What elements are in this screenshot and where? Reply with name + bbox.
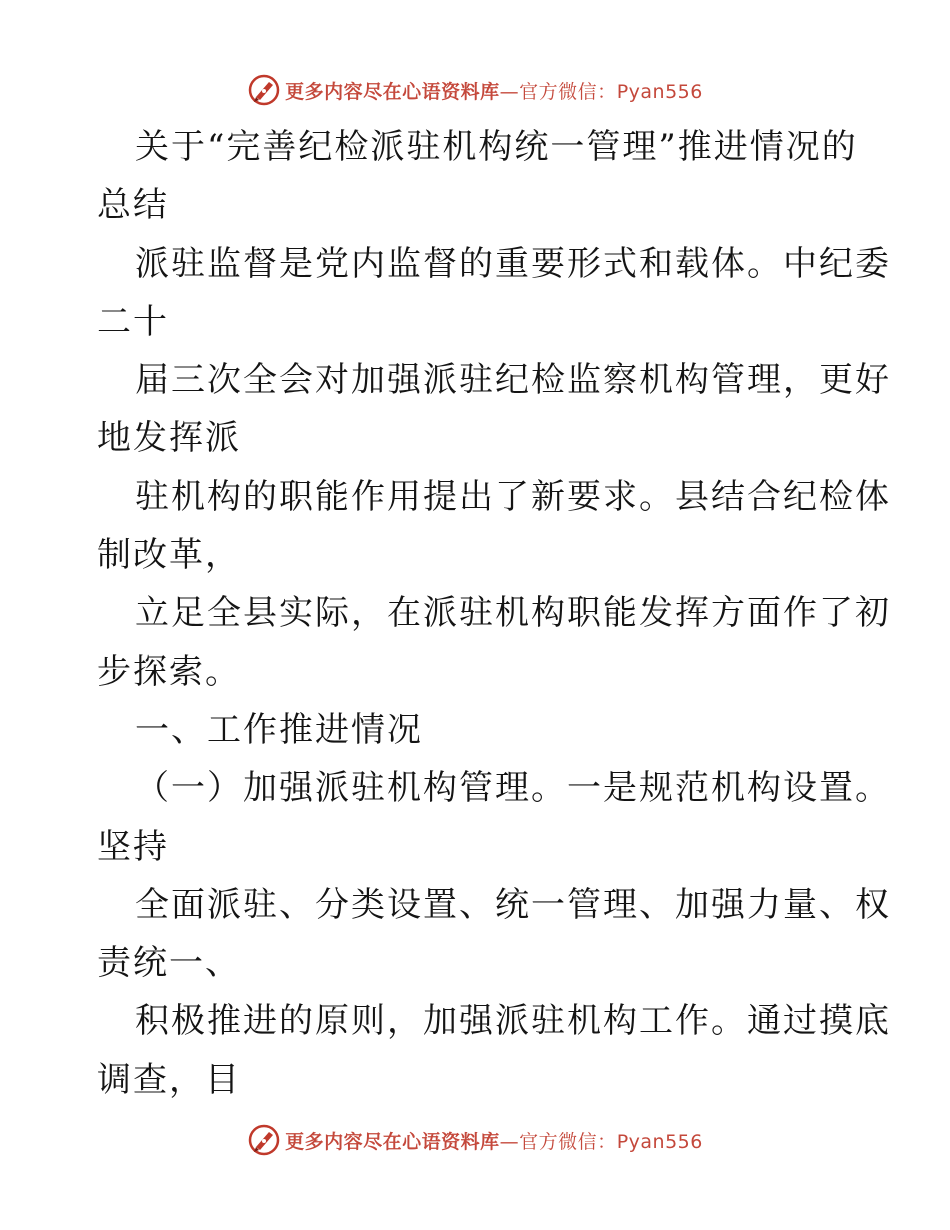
watermark-account: Pyan556 bbox=[616, 1130, 703, 1153]
paragraph-line: 立足全县实际，在派驻机构职能发挥方面作了初 bbox=[135, 593, 891, 634]
paragraph-line: 坚持 bbox=[97, 826, 169, 867]
watermark-main: 更多内容尽在心语资料库 bbox=[285, 1130, 500, 1153]
paragraph-line: 调查，目 bbox=[97, 1059, 241, 1100]
document-body bbox=[97, 118, 891, 1109]
paragraph-line: 步探索。 bbox=[97, 651, 241, 692]
paragraph-line: 二十 bbox=[97, 301, 169, 342]
paragraph-line: 积极推进的原则，加强派驻机构工作。通过摸底 bbox=[135, 1001, 891, 1042]
watermark-account: Pyan556 bbox=[616, 80, 703, 103]
watermark-main: 更多内容尽在心语资料库 bbox=[285, 80, 500, 103]
title-line-1: 关于“完善纪检派驻机构统一管理”推进情况的 bbox=[135, 127, 858, 167]
paragraph-line: 地发挥派 bbox=[97, 418, 241, 459]
title-line-2: 总结 bbox=[97, 185, 169, 226]
section-heading: 一、工作推进情况 bbox=[135, 709, 423, 750]
watermark-text bbox=[285, 1127, 703, 1154]
paragraph-line: 全面派驻、分类设置、统一管理、加强力量、权 bbox=[135, 884, 891, 925]
watermark-header bbox=[0, 68, 950, 112]
watermark-footer bbox=[0, 1118, 950, 1162]
subsection-line: （一）加强派驻机构管理。一是规范机构设置。 bbox=[135, 768, 891, 809]
watermark-text bbox=[285, 77, 703, 104]
paragraph-line: 派驻监督是党内监督的重要形式和载体。中纪委 bbox=[135, 243, 891, 284]
watermark-separator: — bbox=[499, 80, 520, 103]
pen-logo-icon bbox=[247, 1123, 281, 1157]
pen-logo-icon bbox=[247, 73, 281, 107]
paragraph-line: 驻机构的职能作用提出了新要求。县结合纪检体 bbox=[135, 476, 891, 517]
watermark-suffix: 官方微信： bbox=[519, 80, 617, 103]
paragraph-line: 责统一、 bbox=[97, 943, 241, 984]
watermark-suffix: 官方微信： bbox=[519, 1130, 617, 1153]
paragraph-line: 制改革， bbox=[97, 535, 241, 576]
watermark-separator: — bbox=[499, 1130, 520, 1153]
paragraph-line: 届三次全会对加强派驻纪检监察机构管理，更好 bbox=[135, 360, 891, 401]
